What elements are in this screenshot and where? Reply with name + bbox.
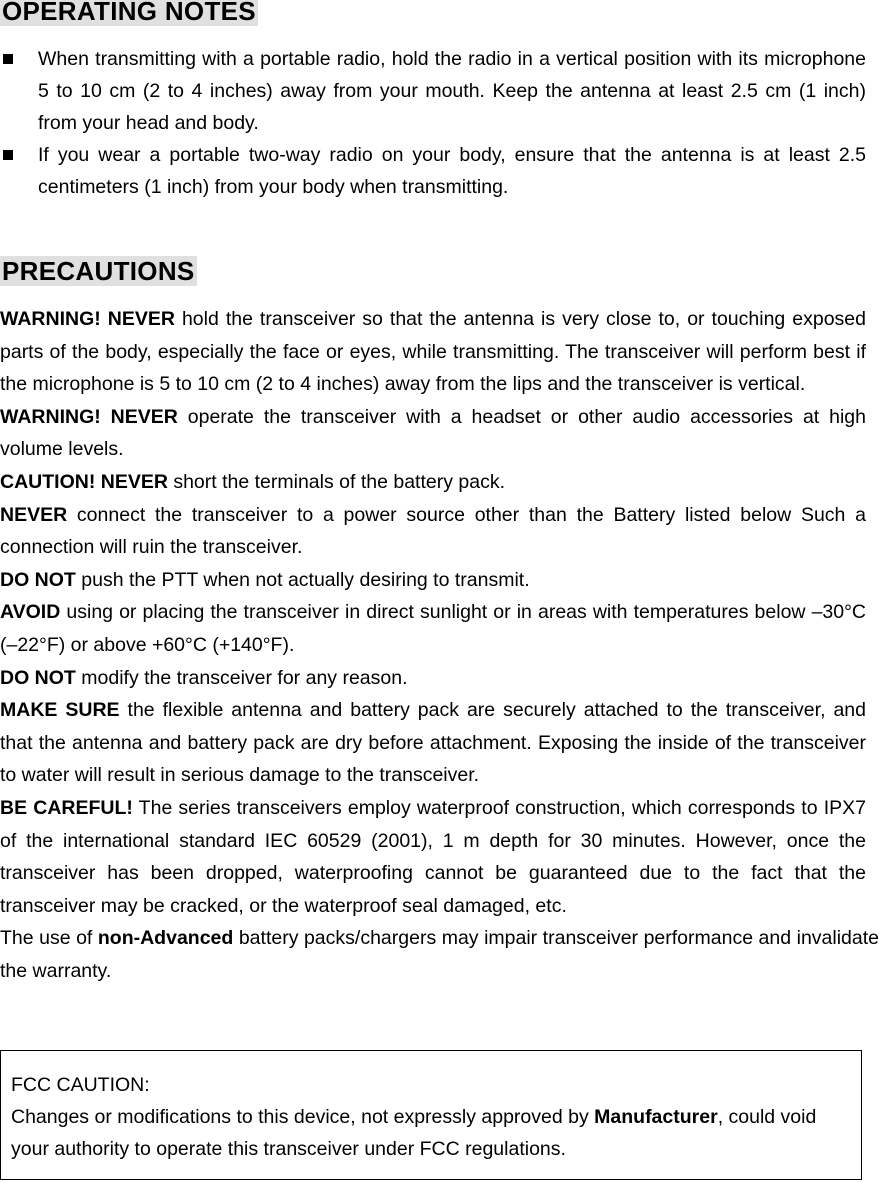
precautions-list (0, 303, 879, 987)
warranty-pre: The use of (0, 927, 98, 950)
fcc-caution-box (0, 1050, 862, 1180)
precaution-lead: BE CAREFUL! (0, 796, 133, 819)
precaution-text: operate the transceiver with a headset or other audio accessories at high volume levels. (0, 405, 866, 461)
fcc-manufacturer: Manufacturer (594, 1106, 718, 1128)
precaution-lead: CAUTION! NEVER (0, 470, 168, 493)
precaution-item (0, 694, 866, 792)
precautions-heading: PRECAUTIONS (2, 256, 195, 286)
bullet-text: When transmitting with a portable radio, hold the radio in a vertical position with its microphone 5 to 10 cm (2 to 4 inches) away from your mouth. Keep the antenna at least 2.5 cm (1 inch) from your head and body. (38, 48, 866, 134)
fcc-caution-text (11, 1101, 851, 1165)
precaution-lead: DO NOT (0, 568, 76, 591)
precaution-text: modify the transceiver for any reason. (75, 666, 408, 689)
bullet-text: If you wear a portable two-way radio on your body, ensure that the antenna is at least 2.5 centimeters (1 inch) from your body when transmitting. (38, 144, 866, 198)
precaution-lead: MAKE SURE (0, 699, 120, 722)
precaution-text: The series transceivers employ waterproof construction, which corresponds to IPX7 of the international standard IEC 60529 (2001), 1 m depth for 30 minutes. However, once the transceiver has been dropped, waterproofing cannot be guaranteed due to the fact that the transceiver may be cracked, or the waterproof seal damaged, etc. (0, 796, 866, 917)
precaution-text: short the terminals of the battery pack. (167, 470, 506, 493)
precaution-item (0, 564, 866, 597)
precaution-item (0, 499, 866, 564)
operating-notes-list (0, 43, 866, 203)
precaution-text: using or placing the transceiver in direct sunlight or in areas with temperatures below –30°C (–22°F) or above +60°C (+140°F). (0, 601, 866, 656)
precaution-text: connect the transceiver to a power source other than the Battery listed below Such a connection will ruin the transceiver. (0, 503, 866, 559)
list-item (0, 139, 866, 203)
precaution-item (0, 596, 866, 661)
warranty-post: battery packs/chargers may impair transceiver performance and invalidate the warranty. (0, 927, 879, 982)
fcc-post: , could void your authority to operate this transceiver under FCC regulations. (11, 1106, 817, 1160)
fcc-caution-title: FCC CAUTION: (11, 1074, 150, 1096)
warranty-bold: non-Advanced (97, 927, 234, 950)
list-item (0, 43, 866, 139)
precaution-lead: WARNING! NEVER (0, 405, 178, 428)
precaution-lead: NEVER (0, 503, 68, 526)
precaution-item (0, 401, 866, 466)
precaution-text: push the PTT when not actually desiring to transmit. (75, 568, 530, 591)
precaution-text: hold the transceiver so that the antenna is very close to, or touching exposed parts of the body, especially the face or eyes, while transmitting. The transceiver will perform best if the microphone is 5 to 10 cm (2 to 4 inches) away from the lips and the transceiver is vertical. (0, 308, 866, 396)
square-bullet-icon (3, 150, 13, 160)
precaution-item (0, 466, 866, 499)
precaution-item (0, 303, 866, 401)
precaution-item (0, 662, 866, 695)
precaution-text: the flexible antenna and battery pack are securely attached to the transceiver, and that the antenna and battery pack are dry before attachment. Exposing the inside of the transceiver to water will result in serious damage to the transceiver. (0, 699, 866, 787)
operating-notes-heading: OPERATING NOTES (0, 0, 258, 26)
precaution-item (0, 792, 866, 922)
warranty-note (0, 922, 879, 987)
precaution-lead: AVOID (0, 601, 61, 624)
fcc-pre: Changes or modifications to this device, not expressly approved by (11, 1106, 595, 1128)
square-bullet-icon (3, 54, 13, 64)
precaution-lead: WARNING! NEVER (0, 308, 175, 330)
precaution-lead: DO NOT (0, 666, 76, 689)
